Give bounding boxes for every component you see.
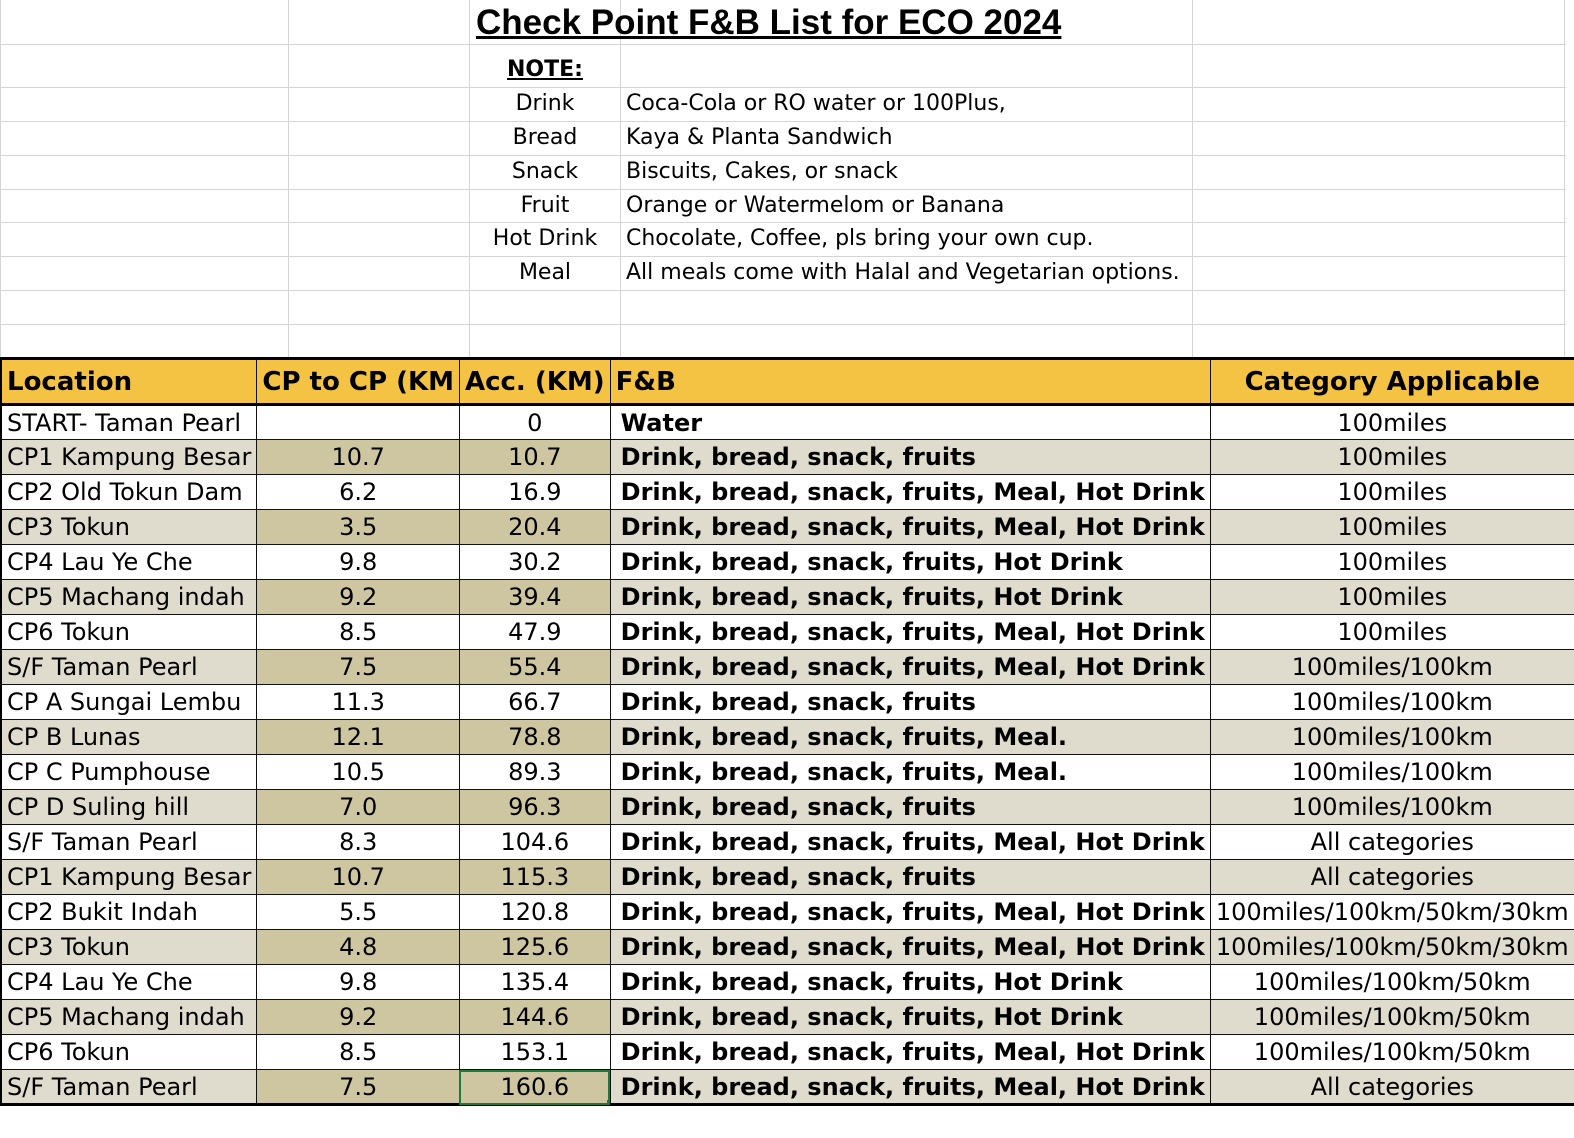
cell-fnb[interactable]: Drink, bread, snack, fruits, Meal, Hot Drink [610,930,1210,965]
cell-cp-to-cp[interactable]: 9.8 [257,545,460,580]
cell-fnb[interactable]: Drink, bread, snack, fruits [610,685,1210,720]
note-value-bread[interactable]: Kaya & Planta Sandwich [626,125,893,150]
cell-fnb[interactable]: Drink, bread, snack, fruits, Meal, Hot Drink [610,895,1210,930]
cell-cp-to-cp[interactable]: 6.2 [257,475,460,510]
table-row [1,440,1574,475]
cell-acc-km[interactable]: 30.2 [459,545,610,580]
note-label-meal[interactable]: Meal [518,260,572,285]
fill-handle[interactable] [607,1100,611,1105]
table-row [1,860,1574,895]
table-row [1,755,1574,790]
note-value-snack[interactable]: Biscuits, Cakes, or snack [626,159,898,184]
cell-cp-to-cp[interactable]: 5.5 [257,895,460,930]
cell-category[interactable]: 100miles/100km [1210,790,1574,825]
cell-acc-km[interactable]: 20.4 [459,510,610,545]
cell-location[interactable]: CP3 Tokun [1,510,257,545]
cell-acc-km[interactable]: 125.6 [459,930,610,965]
cell-cp-to-cp[interactable]: 7.5 [257,650,460,685]
cell-location[interactable]: CP C Pumphouse [1,755,257,790]
cell-category[interactable]: 100miles [1210,510,1574,545]
cell-category[interactable]: 100miles [1210,475,1574,510]
cell-acc-km[interactable]: 10.7 [459,440,610,475]
cell-cp-to-cp[interactable]: 7.0 [257,790,460,825]
note-label-hot-drink[interactable]: Hot Drink [492,226,598,251]
table-row [1,895,1574,930]
cell-location[interactable]: S/F Taman Pearl [1,825,257,860]
table-row [1,720,1574,755]
table-header-row [1,359,1574,405]
note-label-drink[interactable]: Drink [515,91,575,116]
cell-category[interactable]: 100miles [1210,545,1574,580]
cell-fnb[interactable]: Drink, bread, snack, fruits, Meal. [610,720,1210,755]
cell-acc-km[interactable]: 96.3 [459,790,610,825]
header-location[interactable]: Location [1,359,257,405]
cell-fnb[interactable]: Drink, bread, snack, fruits [610,790,1210,825]
grid-line [1564,0,1565,358]
cell-acc-km[interactable]: 47.9 [459,615,610,650]
cell-cp-to-cp[interactable]: 8.5 [257,615,460,650]
cell-fnb[interactable]: Drink, bread, snack, fruits, Hot Drink [610,545,1210,580]
table-row [1,825,1574,860]
cell-location[interactable]: CP1 Kampung Besar [1,440,257,475]
cell-acc-km[interactable]: 39.4 [459,580,610,615]
cell-fnb[interactable]: Drink, bread, snack, fruits [610,440,1210,475]
cell-category[interactable]: All categories [1210,825,1574,860]
note-label-snack[interactable]: Snack [511,159,579,184]
cell-category[interactable]: 100miles [1210,440,1574,475]
cell-cp-to-cp[interactable]: 4.8 [257,930,460,965]
cell-location[interactable]: CP B Lunas [1,720,257,755]
cell-category[interactable]: All categories [1210,1070,1574,1105]
cell-fnb[interactable]: Drink, bread, snack, fruits [610,860,1210,895]
cell-acc-km[interactable]: 144.6 [459,1000,610,1035]
cell-location[interactable]: CP6 Tokun [1,615,257,650]
grid-line [0,324,1566,325]
grid-line [620,0,621,358]
table-row [1,930,1574,965]
cell-acc-km[interactable]: 135.4 [459,965,610,1000]
note-value-drink[interactable]: Coca-Cola or RO water or 100Plus, [626,91,1006,116]
table-row [1,580,1574,615]
grid-line [1192,0,1193,358]
header-acc-km[interactable]: Acc. (KM) [459,359,610,405]
note-value-fruit[interactable]: Orange or Watermelom or Banana [626,193,1005,218]
table-row [1,1000,1574,1035]
grid-line [0,0,1,358]
cell-category[interactable]: 100miles/100km [1210,720,1574,755]
note-value-hot-drink[interactable]: Chocolate, Coffee, pls bring your own cup. [626,226,1094,251]
cell-cp-to-cp[interactable]: 10.7 [257,440,460,475]
cell-category[interactable]: 100miles [1210,405,1574,440]
grid-line [0,44,1566,45]
note-label-fruit[interactable]: Fruit [520,193,570,218]
cell-location[interactable]: START- Taman Pearl [1,405,257,440]
cell-category[interactable]: 100miles [1210,615,1574,650]
sheet-title[interactable]: Check Point F&B List for ECO 2024 [476,3,1062,42]
cell-fnb[interactable]: Drink, bread, snack, fruits, Meal, Hot Drink [610,1070,1210,1105]
cell-cp-to-cp[interactable]: 10.7 [257,860,460,895]
cell-cp-to-cp[interactable]: 3.5 [257,510,460,545]
cell-acc-km[interactable]: 120.8 [459,895,610,930]
cell-location[interactable]: CP3 Tokun [1,930,257,965]
cell-location[interactable]: S/F Taman Pearl [1,650,257,685]
table-row [1,1035,1574,1070]
cell-category[interactable]: 100miles [1210,580,1574,615]
table-row [1,650,1574,685]
cell-cp-to-cp[interactable]: 10.5 [257,755,460,790]
cell-category[interactable]: 100miles/100km/50km/30km [1210,895,1574,930]
cell-location[interactable]: CP5 Machang indah [1,1000,257,1035]
cell-category[interactable]: 100miles/100km/50km [1210,965,1574,1000]
cell-acc-km[interactable]: 115.3 [459,860,610,895]
cell-fnb[interactable]: Drink, bread, snack, fruits, Hot Drink [610,965,1210,1000]
cell-fnb[interactable]: Drink, bread, snack, fruits, Hot Drink [610,1000,1210,1035]
cell-category[interactable]: 100miles/100km/50km/30km [1210,930,1574,965]
cell-acc-km[interactable]: 104.6 [459,825,610,860]
cell-location[interactable]: CP6 Tokun [1,1035,257,1070]
note-header[interactable]: NOTE: [507,57,583,82]
cell-cp-to-cp[interactable]: 9.2 [257,1000,460,1035]
cell-acc-km[interactable]: 0 [459,405,610,440]
cell-fnb[interactable]: Drink, bread, snack, fruits, Hot Drink [610,580,1210,615]
grid-line [0,290,1566,291]
cell-acc-km[interactable]: 160.6 [459,1070,610,1105]
cell-fnb[interactable]: Drink, bread, snack, fruits, Meal, Hot Drink [610,510,1210,545]
cell-cp-to-cp[interactable]: 8.5 [257,1035,460,1070]
cell-cp-to-cp[interactable] [257,405,460,440]
cell-category[interactable]: 100miles/100km [1210,755,1574,790]
cell-location[interactable]: CP2 Old Tokun Dam [1,475,257,510]
cell-category[interactable]: 100miles/100km [1210,685,1574,720]
cell-fnb[interactable]: Drink, bread, snack, fruits, Meal, Hot Drink [610,615,1210,650]
cell-location[interactable]: CP D Suling hill [1,790,257,825]
cell-cp-to-cp[interactable]: 9.2 [257,580,460,615]
grid-line [288,0,289,358]
cell-acc-km[interactable]: 16.9 [459,475,610,510]
cell-fnb[interactable]: Water [610,405,1210,440]
table-row [1,475,1574,510]
cell-acc-km[interactable]: 153.1 [459,1035,610,1070]
cell-fnb[interactable]: Drink, bread, snack, fruits, Meal, Hot Drink [610,825,1210,860]
cell-fnb[interactable]: Drink, bread, snack, fruits, Meal, Hot Drink [610,650,1210,685]
cell-location[interactable]: CP1 Kampung Besar [1,860,257,895]
cell-location[interactable]: CP A Sungai Lembu [1,685,257,720]
cell-cp-to-cp[interactable]: 7.5 [257,1070,460,1105]
table-row [1,405,1574,440]
header-category[interactable]: Category Applicable [1210,359,1574,405]
header-fnb[interactable]: F&B [610,359,1210,405]
table-row [1,685,1574,720]
cell-acc-km[interactable]: 78.8 [459,720,610,755]
table-row [1,965,1574,1000]
note-value-meal[interactable]: All meals come with Halal and Vegetarian options. [626,260,1180,285]
cell-location[interactable]: CP4 Lau Ye Che [1,545,257,580]
cell-category[interactable]: 100miles/100km/50km [1210,1035,1574,1070]
cell-acc-km[interactable]: 89.3 [459,755,610,790]
cell-fnb[interactable]: Drink, bread, snack, fruits, Meal. [610,755,1210,790]
cell-cp-to-cp[interactable]: 11.3 [257,685,460,720]
table-row [1,1070,1574,1105]
cell-location[interactable]: CP4 Lau Ye Che [1,965,257,1000]
cell-category[interactable]: 100miles/100km/50km [1210,1000,1574,1035]
cell-acc-km[interactable]: 55.4 [459,650,610,685]
cell-cp-to-cp[interactable]: 12.1 [257,720,460,755]
cell-location[interactable]: S/F Taman Pearl [1,1070,257,1105]
table-row [1,510,1574,545]
cell-cp-to-cp[interactable]: 8.3 [257,825,460,860]
cell-location[interactable]: CP5 Machang indah [1,580,257,615]
table-row [1,615,1574,650]
cell-acc-km[interactable]: 66.7 [459,685,610,720]
cell-fnb[interactable]: Drink, bread, snack, fruits, Meal, Hot Drink [610,475,1210,510]
table-row [1,545,1574,580]
cell-cp-to-cp[interactable]: 9.8 [257,965,460,1000]
cell-category[interactable]: All categories [1210,860,1574,895]
table-row [1,790,1574,825]
header-cp-to-cp[interactable]: CP to CP (KM [257,359,460,405]
note-label-bread[interactable]: Bread [512,125,578,150]
cell-fnb[interactable]: Drink, bread, snack, fruits, Meal, Hot Drink [610,1035,1210,1070]
cell-category[interactable]: 100miles/100km [1210,650,1574,685]
cell-location[interactable]: CP2 Bukit Indah [1,895,257,930]
checkpoint-table [0,357,1574,1106]
